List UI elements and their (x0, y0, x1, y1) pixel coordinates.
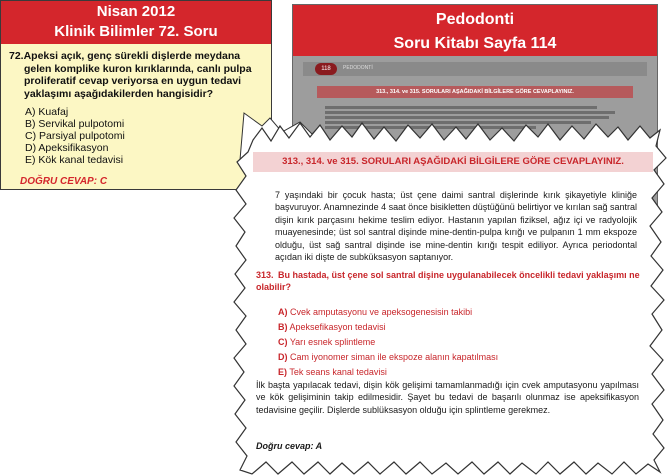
book-mini-heading: 313., 314. ve 315. SORULARI AŞAĞIDAKİ BİLGİLERE GÖRE CEVAPLAYINIZ. (317, 86, 633, 98)
book-question (256, 269, 640, 293)
exam-option-a: A) Kuafaj (25, 106, 69, 118)
book-section-label: PEDODONTİ (343, 65, 373, 71)
book-subject: Pedodonti (435, 11, 515, 28)
exam-correct-answer: DOĞRU CEVAP: C (20, 176, 108, 187)
book-question-text: Bu hastada, üst çene sol santral dişine uygulanabilecek öncelikli tedavi yaklaşımı ne olabilir? (256, 270, 640, 292)
book-explanation: İlk başta yapılacak tedavi, dişin kök gelişimi tamamlanmadığı için cvek amputasyonu yapılması ve kök gelişiminin takip edilmesidir. Şayet bu tedavi de başarılı olunmaz ise apeksifikasyon tedavisine geçilir. Dişlerde sublüksasyon olduğu için splintleme gerekmez. (256, 380, 639, 415)
book-option-b: B) Apeksefikasyon tedavisi (278, 322, 386, 332)
case-paragraph: 7 yaşındaki bir çocuk hasta; üst çene daimi santral dişlerinde kırık şikayetiyle kliniğe başvuruyor. Anamnezinde 4 saat önce bisikletten düştüğünü belirtiyor ve kırılan sağ santral dişin kırık parçasını hekime teslim ediyor. Hastanın yapılan fiziksel, ağız içi ve radyolojik muayenesinde; üst sol santral dişinde mine-dentin-pulpa kırığı ve pulpanın 1 mm ekspoze olduğu, üst sağ santral dişinde ise mine-dentin kırığı tespit ediliyor. Ayrıca periodontal açıdan iki dişte de subküksasyon saptanıyor. (275, 190, 637, 263)
zoomed-book-excerpt (253, 152, 655, 468)
book-correct-answer: Doğru cevap: A (256, 441, 323, 451)
exam-option-d: D) Apeksifikasyon (25, 142, 109, 154)
exam-option-e: E) Kök kanal tedavisi (25, 154, 124, 166)
zoom-heading: 313., 314. ve 315. SORULARI AŞAĞIDAKİ BİLGİLERE GÖRE CEVAPLAYINIZ. (253, 152, 653, 172)
book-question-number: 313. (256, 270, 274, 280)
book-option-d: D) Cam iyonomer siman ile ekspoze alanın kapatılması (278, 352, 499, 362)
book-option-e: E) Tek seans kanal tedavisi (278, 367, 387, 377)
exam-question-text: 72.Apeksi açık, genç sürekli dişlerde meydana gelen komplike kuron kırıklarında, canlı pulpa proliferatif cevap veriyorsa en uygun tedavi yaklaşımı aşağıdakilerden hangisidir? (9, 50, 252, 100)
book-page-ref: Soru Kitabı Sayfa 114 (393, 35, 557, 52)
exam-option-b: B) Servikal pulpotomi (25, 118, 125, 130)
book-options (278, 305, 638, 380)
exam-option-c: C) Parsiyal pulpotomi (25, 130, 125, 142)
book-page-number: 118 (315, 63, 337, 75)
exam-question-label: Klinik Bilimler 72. Soru (54, 23, 218, 40)
book-option-c: C) Yarı esnek splintleme (278, 337, 376, 347)
exam-date: Nisan 2012 (96, 3, 176, 20)
book-option-a: A) Cvek amputasyonu ve apeksogenesisin takibi (278, 307, 473, 317)
